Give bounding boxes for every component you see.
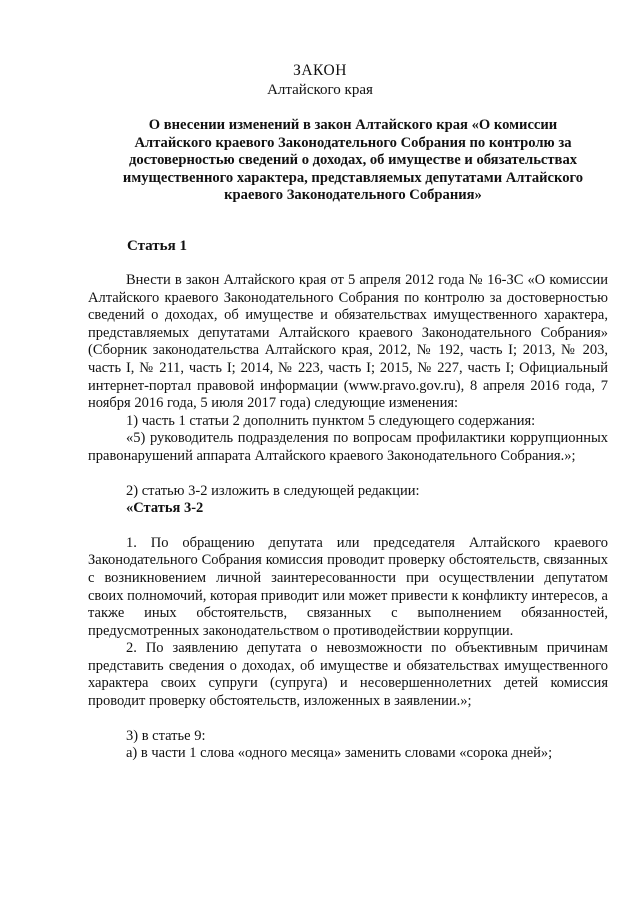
item-2: 2) статью 3-2 изложить в следующей редакции: xyxy=(126,482,420,499)
article-1-heading: Статья 1 xyxy=(127,238,187,254)
document-title: ЗАКОН xyxy=(293,62,347,79)
item-3: 3) в статье 9: xyxy=(126,727,206,744)
item-2-paragraph-2: 2. По заявлению депутата о невозможности по объективным причинам представить сведения о доходах, об имуществе и обязательствах имущественного характера своих супруги (супруга) и несовершеннолетних детей комиссия проводит проверку обстоятельств, изложенных в заявлении.»; xyxy=(88,640,608,710)
article-1-intro: Внести в закон Алтайского края от 5 апреля 2012 года № 16-ЗС «О комиссии Алтайского краевого Законодательного Собрания по контролю за достоверностью сведений о доходах, об имуществе и обязательствах имущественного характера, представляемых депутатами Алтайского краевого Законодательного Собрания» (Сборник законодательства Алтайского края, 2012, № 192, часть I; 2013, № 203, часть I, № 211, часть I; 2014, № 223, часть I; 2015, № 227, часть I; Официальный интернет-портал правовой информации (www.pravo.gov.ru), 8 апреля 2016 года, 7 ноября 2016 года, 5 июля 2017 года) следующие изменения: xyxy=(88,272,608,412)
item-1: 1) часть 1 статьи 2 дополнить пунктом 5 следующего содержания: xyxy=(126,412,536,429)
article-1-body xyxy=(88,272,608,763)
document-region: Алтайского края xyxy=(267,82,373,98)
law-subject: О внесении изменений в закон Алтайского края «О комиссии Алтайского краевого Законодательного Собрания по контролю за достоверностью сведений о доходах, об имуществе и обязательствах имущественного характера, представляемых депутатами Алтайского краевого Законодательного Собрания» xyxy=(122,117,584,203)
item-2-heading: «Статья 3-2 xyxy=(126,500,204,517)
item-1-text: «5) руководитель подразделения по вопросам профилактики коррупционных правонарушений аппарата Алтайского краевого Законодательного Собрания.»; xyxy=(88,430,608,464)
item-2-paragraph-1: 1. По обращению депутата или председателя Алтайского краевого Законодательного Собрания комиссия проводит проверку обстоятельств, связанных с возникновением личной заинтересованности при осуществлении депутатом своих полномочий, которая приводит или может привести к конфликту интересов, а также иных обстоятельств, связанных с выполнением обязанностей, предусмотренных законодательством о противодействии коррупции. xyxy=(88,534,608,639)
item-3-a: а) в части 1 слова «одного месяца» заменить словами «сорока дней»; xyxy=(126,745,553,762)
